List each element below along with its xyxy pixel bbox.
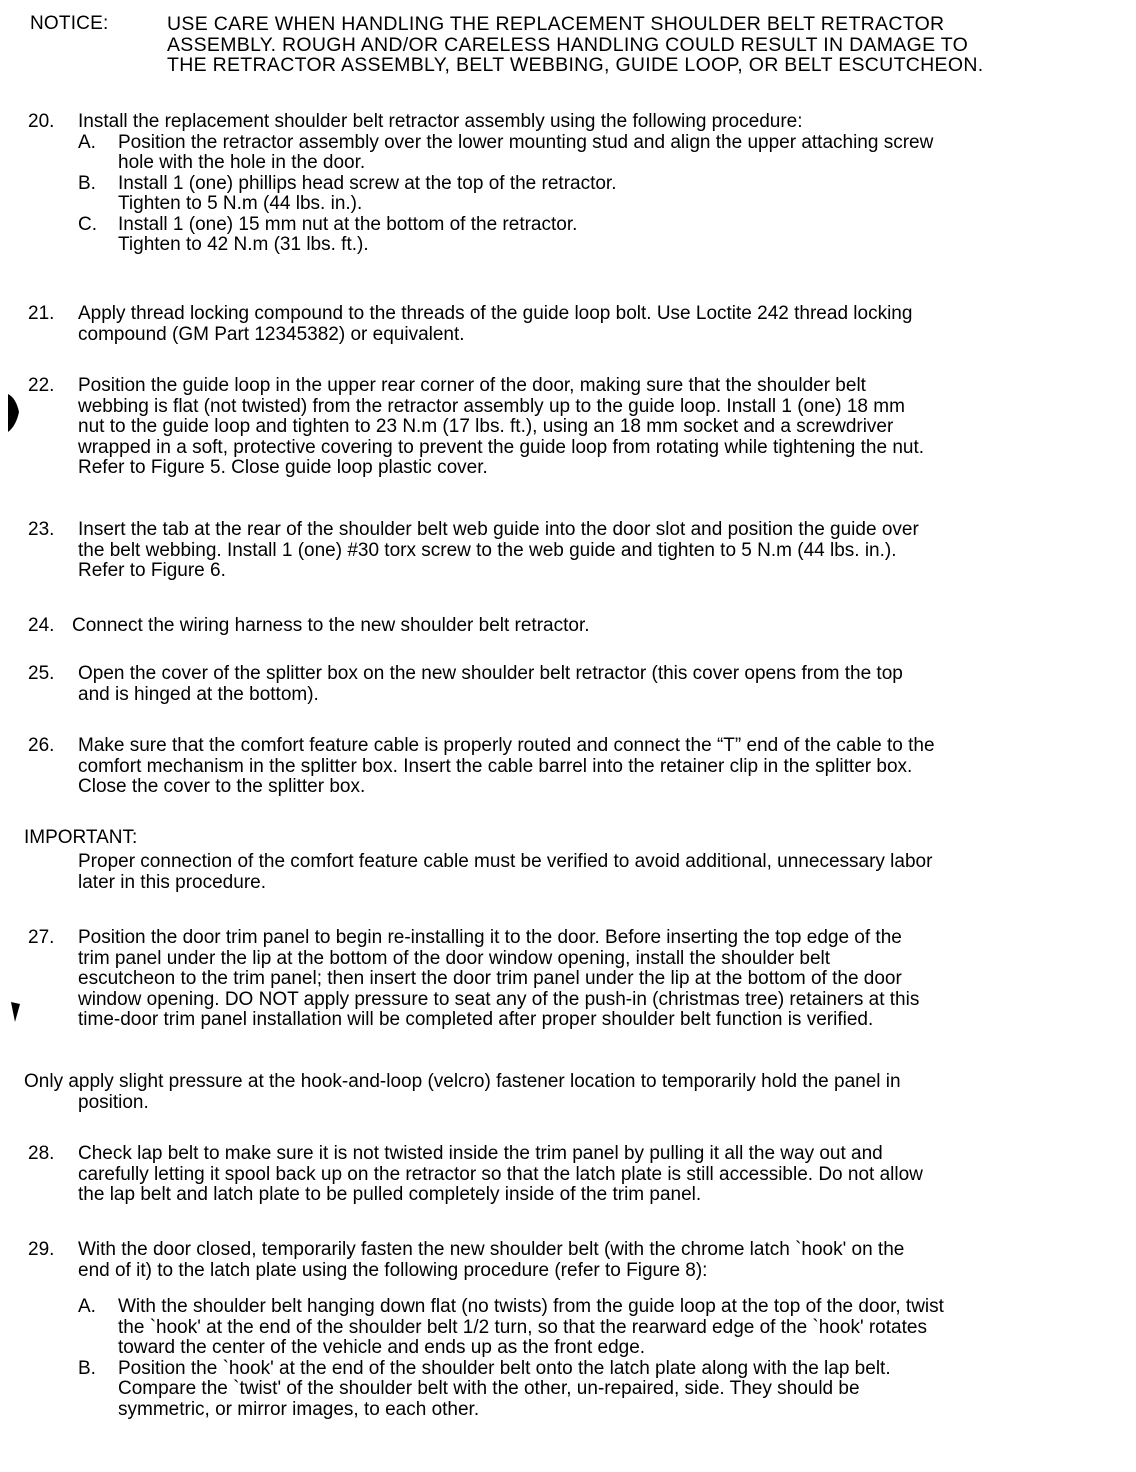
step-line: Install the replacement shoulder belt retractor assembly using the following procedure: [78, 111, 803, 132]
substep-line: Position the `hook' at the end of the shoulder belt onto the latch plate along with the lap belt. [118, 1357, 891, 1379]
step-line: Close the cover to the splitter box. [78, 776, 366, 797]
step-line: compound (GM Part 12345382) or equivalent. [78, 323, 465, 345]
step-line: Apply thread locking compound to the threads of the guide loop bolt. Use Loctite 242 thread locking [78, 303, 913, 324]
step-line: Refer to Figure 5. Close guide loop plastic cover. [78, 457, 488, 478]
revision-marker-icon [6, 388, 22, 436]
step-body [78, 1240, 1116, 1420]
substep-line: hole with the hole in the door. [118, 152, 366, 173]
step-number: 29. [28, 1239, 55, 1260]
step-number: 27. [28, 927, 55, 948]
step-number: 23. [28, 519, 55, 540]
step-line: comfort mechanism in the splitter box. Insert the cable barrel into the retainer clip in the splitter box. [78, 755, 913, 777]
step-line: Open the cover of the splitter box on the new shoulder belt retractor (this cover opens from the top [78, 663, 903, 684]
notice-text [167, 14, 1120, 76]
notice-line: USE CARE WHEN HANDLING THE REPLACEMENT SHOULDER BELT RETRACTOR [167, 13, 945, 35]
substep-b [78, 1359, 1116, 1421]
step-line: carefully letting it spool back up on the retractor so that the latch plate is still accessible. Do not allow [78, 1163, 923, 1185]
step-number: 22. [28, 375, 55, 396]
step-line: escutcheon to the trim panel; then insert the door trim panel under the lip at the bottom of the door [78, 968, 902, 989]
step-line: Refer to Figure 6. [78, 560, 226, 581]
important-text [78, 852, 1116, 893]
substep-b [78, 174, 1116, 215]
step-line: wrapped in a soft, protective covering to prevent the guide loop from rotating while tightening the nut. [78, 436, 925, 458]
step-number: 25. [28, 663, 55, 684]
substep-letter: A. [78, 131, 96, 153]
step-body [78, 520, 1116, 582]
step-line: Check lap belt to make sure it is not twisted inside the trim panel by pulling it all the way out and [78, 1143, 883, 1164]
note-paragraph [24, 1072, 1116, 1113]
step-body [78, 112, 1116, 256]
step-line: webbing is flat (not twisted) from the retractor assembly up to the guide loop. Install 1 (one) 18 mm [78, 395, 905, 417]
substep-line: toward the center of the vehicle and ends up as the front edge. [118, 1337, 646, 1358]
notice-label: NOTICE: [30, 13, 109, 34]
step-number: 20. [28, 111, 55, 132]
substep-line: With the shoulder belt hanging down flat (no twists) from the guide loop at the top of the door, twist [118, 1296, 944, 1317]
important-line: Proper connection of the comfort feature cable must be verified to avoid additional, unnecessary labor [78, 851, 933, 872]
substep-letter: B. [78, 1357, 96, 1379]
step-body [78, 376, 1116, 479]
step-line: With the door closed, temporarily fasten the new shoulder belt (with the chrome latch `hook' on the [78, 1239, 905, 1260]
step-number: 21. [28, 303, 55, 324]
substep-line: Install 1 (one) phillips head screw at the top of the retractor. [118, 172, 617, 194]
substep-line: Compare the `twist' of the shoulder belt with the other, un-repaired, side. They should be [118, 1378, 860, 1399]
step-number: 24. [28, 615, 55, 636]
substep-c [78, 215, 1116, 256]
step-line: end of it) to the latch plate using the following procedure (refer to Figure 8): [78, 1259, 708, 1281]
step-line: Position the door trim panel to begin re-installing it to the door. Before inserting the top edge of the [78, 927, 902, 948]
substep-line: Position the retractor assembly over the lower mounting stud and align the upper attaching screw [118, 131, 934, 153]
step-line: Insert the tab at the rear of the shoulder belt web guide into the door slot and position the guide over [78, 519, 919, 540]
substep-line: symmetric, or mirror images, to each other. [118, 1398, 480, 1420]
step-number: 28. [28, 1143, 55, 1164]
substep-letter: A. [78, 1296, 96, 1317]
note-line: Only apply slight pressure at the hook-and-loop (velcro) fastener location to temporarily hold the panel in [24, 1071, 901, 1092]
substep-a [78, 1297, 1116, 1359]
substep-line: Tighten to 42 N.m (31 lbs. ft.). [118, 234, 369, 255]
step-body [78, 928, 1116, 1031]
step-body [72, 616, 1116, 637]
note-line: position. [78, 1091, 149, 1113]
step-line: time-door trim panel installation will be completed after proper shoulder belt function is verified. [78, 1009, 874, 1030]
substep-line: Tighten to 5 N.m (44 lbs. in.). [118, 193, 363, 214]
step-line: the belt webbing. Install 1 (one) #30 torx screw to the web guide and tighten to 5 N.m (44 lbs. in.). [78, 539, 897, 561]
step-body [78, 1144, 1116, 1206]
step-line: Make sure that the comfort feature cable is properly routed and connect the “T” end of the cable to the [78, 735, 935, 756]
step-line: Connect the wiring harness to the new shoulder belt retractor. [72, 615, 590, 636]
substep-letter: B. [78, 172, 96, 194]
notice-line: THE RETRACTOR ASSEMBLY, BELT WEBBING, GUIDE LOOP, OR BELT ESCUTCHEON. [167, 54, 984, 76]
step-line: nut to the guide loop and tighten to 23 N.m (17 lbs. ft.), using an 18 mm socket and a screwdriver [78, 416, 894, 437]
important-line: later in this procedure. [78, 871, 266, 893]
substep-line: the `hook' at the end of the shoulder belt 1/2 turn, so that the rearward edge of the `hook' rotates [118, 1316, 927, 1338]
important-label: IMPORTANT: [24, 827, 138, 848]
step-line: and is hinged at the bottom). [78, 683, 319, 705]
substep-a [78, 133, 1116, 174]
step-body [78, 304, 1116, 345]
step-line: Position the guide loop in the upper rear corner of the door, making sure that the shoulder belt [78, 375, 866, 396]
substep-letter: C. [78, 213, 97, 235]
substep-line: Install 1 (one) 15 mm nut at the bottom of the retractor. [118, 213, 578, 235]
step-number: 26. [28, 735, 55, 756]
step-line: window opening. DO NOT apply pressure to seat any of the push-in (christmas tree) retainers at this [78, 988, 920, 1010]
revision-marker-icon [8, 1000, 22, 1024]
step-line: trim panel under the lip at the bottom of the door window opening, install the shoulder belt [78, 947, 831, 969]
step-line: the lap belt and latch plate to be pulled completely inside of the trim panel. [78, 1184, 702, 1205]
step-body [78, 664, 1116, 705]
notice-line: ASSEMBLY. ROUGH AND/OR CARELESS HANDLING COULD RESULT IN DAMAGE TO [167, 33, 969, 56]
step-body [78, 736, 1116, 798]
